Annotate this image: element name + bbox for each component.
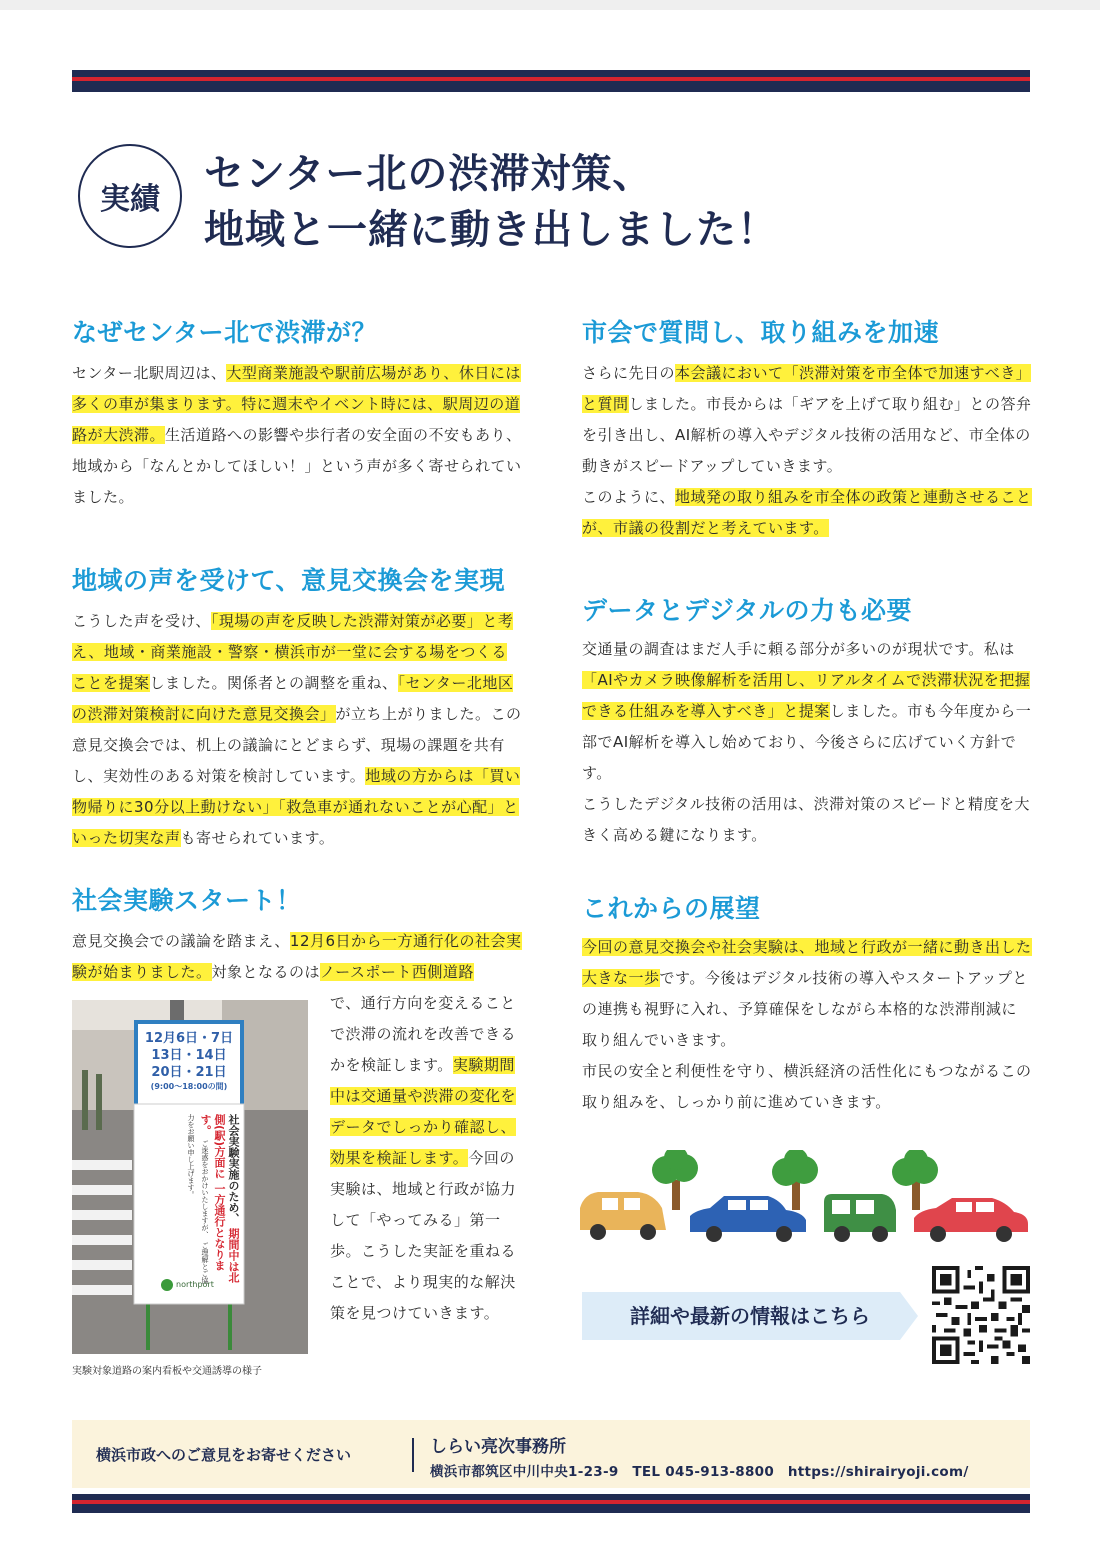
blue-car-icon [690, 1196, 806, 1242]
page-title [204, 146, 778, 258]
footer-divider [412, 1438, 414, 1472]
yellow-car-icon [580, 1192, 666, 1240]
qr-code-icon[interactable] [932, 1266, 1030, 1364]
green-car-icon [824, 1194, 896, 1242]
footer-office-name: しらい亮次事務所 [430, 1437, 566, 1457]
top-stripe [72, 70, 1030, 92]
heading-council: 市会で質問し、取り組みを加速 [582, 318, 940, 347]
sign-notice: 社会実験実施のため、 期間中は北側(駅)方面に 一方通行となります。 ご迷惑をおかけいたしますが、 ご理解とご協力をお願い申し上げます。 [187, 1114, 240, 1284]
tree-icon [652, 1150, 698, 1210]
achievement-badge: 実績 [78, 144, 182, 248]
red-car-icon [914, 1198, 1028, 1242]
heading-experiment: 社会実験スタート！ [72, 886, 302, 915]
cars-trees-illustration [576, 1150, 1030, 1250]
bottom-stripe [72, 1494, 1030, 1513]
title-line-1: センター北の渋滞対策、 [204, 151, 654, 197]
body-council: さらに先日の本会議において「渋滞対策を市全体で加速すべき」と質問しました。市長からは「ギアを上げて取り組む」との答弁を引き出し、AI解析の導入やデジタル技術の活用など、市全体の動きがスピードアップしていきます。 このように、地域発の取り組みを市全体の政策と連動させることが、市議の役割だと考えています。 [582, 364, 1032, 537]
title-line-2: 地域と一緒に動き出しました！ [204, 207, 778, 253]
heading-why: なぜセンター北で渋滞が？ [72, 318, 378, 347]
body-future: 今回の意見交換会や社会実験は、地域と行政が一緒に動き出した大きな一歩です。今後はデジタル技術の導入やスタートアップとの連携も視野に入れ、予算確保をしながら本格的な渋滞削減に取り組んでいきます。 市民の安全と利便性を守り、横浜経済の活性化にもつながるこの取り組みを、しっかり前に進めていきます。 [582, 938, 1032, 1111]
photo-caption: 実験対象道路の案内看板や交通誘導の様子 [72, 1366, 262, 1377]
body-data: 交通量の調査はまだ人手に頼る部分が多いのが現状です。私は「AIやカメラ映像解析を活用し、リアルタイムで渋滞状況を把握できる仕組みを導入すべき」と提案しました。市も今年度から一部でAI解析を導入し始めており、今後さらに広げていく方針です。 こうしたデジタル技術の活用は、渋滞対策のスピードと精度を大きく高める鍵になります。 [582, 640, 1032, 844]
body-why: センター北駅周辺は、大型商業施設や駅前広場があり、休日には多くの車が集まります。特に週末やイベント時には、駅周辺の道路が大渋滞。生活道路への影響や歩行者の安全面の不安もあり、地域から「なんとかしてほしい！」という声が多く寄せられていました。 [72, 364, 522, 506]
body-voice: こうした声を受け、「現場の声を反映した渋滞対策が必要」と考え、地域・商業施設・警察・横浜市が一堂に会する場をつくることを提案しました。関係者との調整を重ね、「センター北地区の渋滞対策検討に向けた意見交換会」が立ち上がりました。この意見交換会では、机上の議論にとどまらず、現場の課題を共有し、実効性のある対策を検討しています。地域の方からは「買い物帰りに30分以上動けない」「救急車が通れないことが心配」といった切実な声も寄せられています。 [72, 612, 522, 847]
body-experiment-intro: 意見交換会での議論を踏まえ、12月6日から一方通行化の社会実験が始まりました。対象となるのはノースポート西側道路 [72, 932, 522, 981]
more-info-label[interactable]: 詳細や最新の情報はこちら [630, 1304, 870, 1328]
heading-voice: 地域の声を受けて、意見交換会を実現 [72, 566, 506, 595]
body-experiment-detail: で、通行方向を変えることで渋滞の流れを改善できるかを検証します。実験期間中は交通量や渋滞の変化をデータでしっかり確認し、効果を検証します。今回の実験は、地域と行政が協力して「やってみる」第一歩。こうした実証を重ねることで、より現実的な解決策を見つけていきます。 [330, 994, 517, 1322]
sign-dates: 12月6日・7日 13日・14日 20日・21日 (9:00〜18:00の間) [144, 1031, 234, 1091]
heading-data: データとデジタルの力も必要 [582, 596, 913, 625]
heading-future: これからの展望 [582, 894, 761, 923]
road-sign-photo [72, 1000, 308, 1354]
flyer-page [0, 10, 1100, 1564]
northport-logo: northport [176, 1280, 214, 1289]
footer-contact[interactable]: 横浜市都筑区中川中央1-23-9 TEL 045-913-8800 https://shirairyoji.com/ [430, 1464, 969, 1480]
footer-opinion-text: 横浜市政へのご意見をお寄せください [96, 1446, 352, 1464]
